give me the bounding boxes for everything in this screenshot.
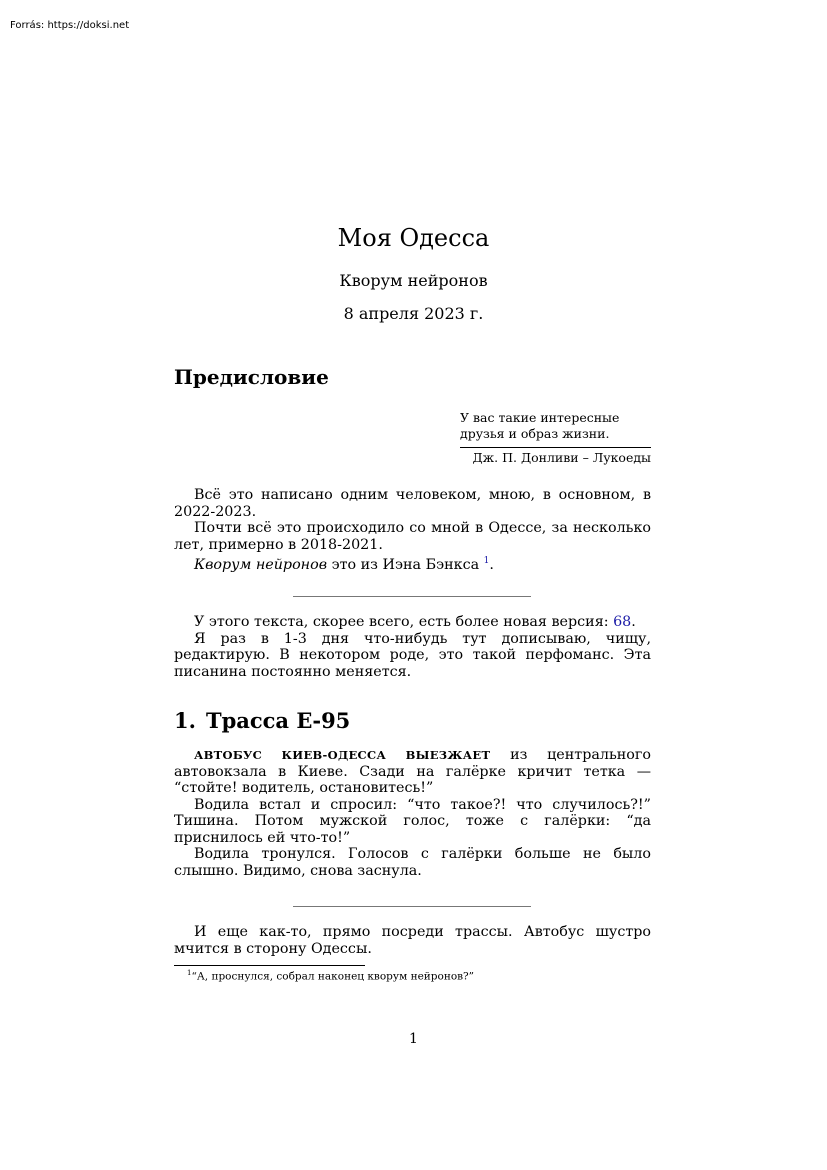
- chapter-number: 1.: [174, 708, 196, 733]
- paragraph-text: это из Иэна Бэнкса: [327, 556, 484, 573]
- chapter-body-continued: [174, 924, 651, 957]
- epigraph-line: друзья и образ жизни.: [460, 426, 610, 441]
- footnote-text: “А, проснулся, собрал наконец кворум нейронов?”: [191, 970, 475, 983]
- section-separator: [293, 596, 531, 597]
- footnote-reference-link[interactable]: 1: [483, 556, 490, 566]
- document-title: Моя Одесса: [337, 224, 490, 252]
- version-link[interactable]: 68: [613, 614, 632, 630]
- source-label: Forrás: https://doksi.net: [10, 20, 130, 31]
- document-author: Кворум нейронов: [339, 271, 488, 290]
- document-date: 8 апреля 2023 г.: [343, 304, 484, 323]
- paragraph: [174, 553, 651, 573]
- epigraph: [460, 410, 651, 466]
- chapter-body: [174, 747, 651, 879]
- paragraph: [174, 614, 651, 631]
- chapter-title: Трасса Е-95: [205, 708, 351, 733]
- preface-body: [174, 487, 651, 573]
- footnote: [187, 969, 474, 983]
- footnote-mark: 1: [187, 969, 192, 977]
- page-number: 1: [409, 1031, 418, 1047]
- preface-note: [174, 614, 651, 680]
- paragraph-text: из центрального автовокзала в Киеве. Сзади на галёрке кричит тетка — “стойте! водитель, остановитесь!”: [174, 747, 651, 796]
- preface-heading: Предисловие: [174, 365, 329, 389]
- paragraph: Почти всё это происходило со мной в Одессе, за несколько лет, примерно в 2018-2021.: [174, 520, 651, 553]
- italic-text: Кворум нейронов: [194, 556, 328, 573]
- paragraph: Я раз в 1-3 дня что-нибудь тут дописываю, чищу, редактирую. В некотором роде, это такой перфоманс. Эта писанина постоянно меняется.: [174, 630, 651, 680]
- paragraph: Всё это написано одним человеком, мною, в основном, в 2022-2023.: [174, 487, 651, 520]
- paragraph: И еще как-то, прямо посреди трассы. Автобус шустро мчится в сторону Одессы.: [174, 924, 651, 957]
- paragraph: [174, 747, 651, 797]
- footnote-rule: [174, 965, 365, 966]
- small-caps-lead: АВТОБУС КИЕВ-ОДЕССА ВЫЕЗЖАЕТ: [194, 748, 491, 762]
- paragraph-text: .: [631, 614, 636, 630]
- paragraph-text: У этого текста, скорее всего, есть более новая версия:: [194, 614, 614, 630]
- epigraph-attribution: Дж. П. Донливи – Лукоеды: [472, 450, 651, 465]
- paragraph: Водила встал и спросил: “что такое?! что случилось?!” Тишина. Потом мужской голос, тоже с галёрки: “да приснилось ей что-то!”: [174, 796, 651, 846]
- paragraph: Водила тронулся. Голосов с галёрки больше не было слышно. Видимо, снова заснула.: [174, 846, 651, 879]
- epigraph-line: У вас такие интересные: [460, 410, 620, 425]
- section-separator: [293, 906, 531, 907]
- epigraph-rule: [460, 447, 651, 448]
- paragraph-text: .: [489, 556, 494, 573]
- chapter-heading: [174, 708, 350, 733]
